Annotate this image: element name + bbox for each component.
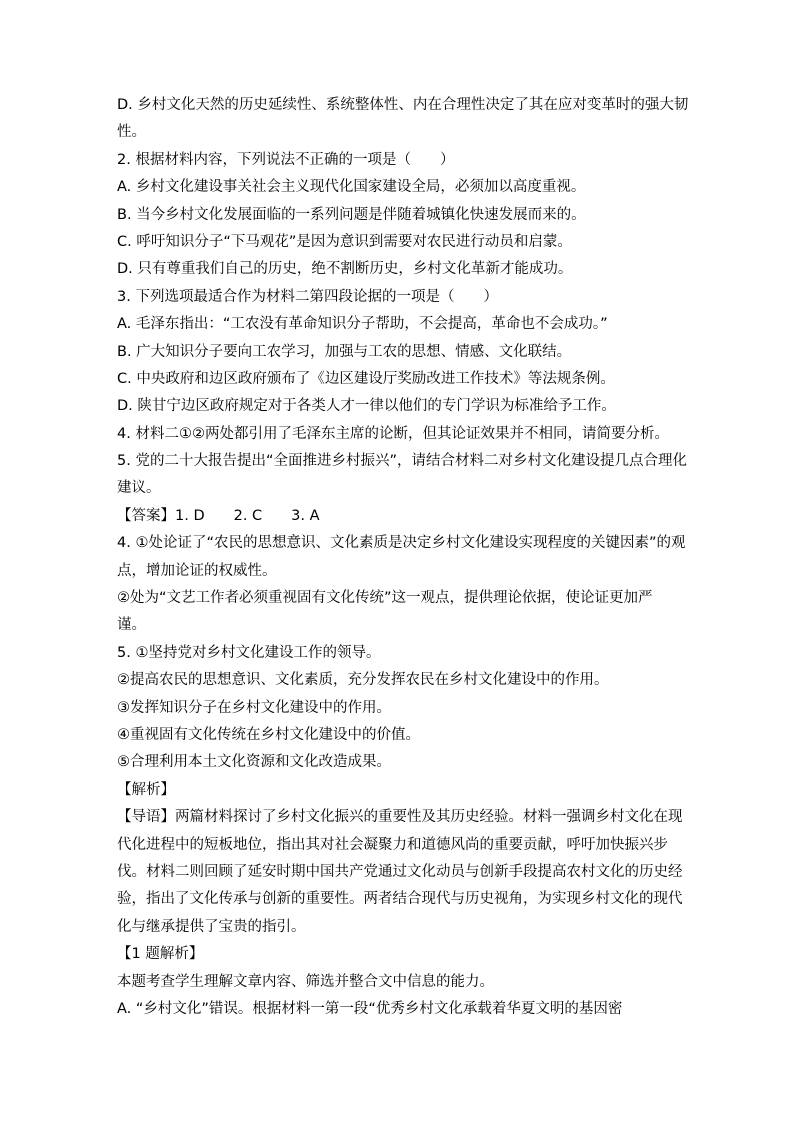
option-d-q1-line1: D. 乡村文化天然的历史延续性、系统整体性、内在合理性决定了其在应对变革时的强大韧 [117, 97, 689, 113]
question-2-stem: 2. 根据材料内容，下列说法不正确的一项是（ ） [117, 151, 455, 168]
answer-5-item5: ⑤合理利用本土文化资源和文化改造成果。 [117, 754, 391, 771]
question-1-analysis-heading: 【1 题解析】 [117, 946, 204, 963]
intro-line1: 【导语】两篇材料探讨了乡村文化振兴的重要性及其历史经验。材料一强调乡村文化在现 [117, 809, 683, 826]
question-3-option-b: B. 广大知识分子要向工农学习，加强与工农的思想、情感、文化联结。 [117, 343, 572, 360]
question-1-analysis-text: 本题考查学生理解文章内容、筛选并整合文中信息的能力。 [117, 973, 494, 990]
answer-key: 【答案】1. D 2. C 3. A [117, 507, 320, 524]
intro-line5: 化与继承提供了宝贵的指引。 [117, 918, 306, 935]
question-1-analysis-option-a: A. “乡村文化”错误。根据材料一第一段“优秀乡村文化承载着华夏文明的基因密 [117, 1000, 623, 1017]
answer-4-line3: ②处为“文艺工作者必须重视固有文化传统”这一观点，提供理论依据，使论证更加严 [117, 590, 653, 607]
answer-4-line2: 点，增加论证的权威性。 [117, 562, 277, 579]
question-3-stem: 3. 下列选项最适合作为材料二第四段论据的一项是（ ） [117, 288, 498, 305]
intro-line4: 验，指出了文化传承与创新的重要性。两者结合现代与历史视角，为实现乡村文化的现代 [117, 891, 683, 908]
question-2-option-a: A. 乡村文化建设事关社会主义现代化国家建设全局，必须加以高度重视。 [117, 179, 586, 196]
question-5-stem-line1: 5. 党的二十大报告提出“全面推进乡村振兴”，请结合材料二对乡村文化建设提几点合理化 [117, 453, 687, 470]
question-2-option-b: B. 当今乡村文化发展面临的一系列问题是伴随着城镇化快速发展而来的。 [117, 206, 586, 223]
question-3-option-d: D. 陕甘宁边区政府规定对于各类人才一律以他们的专门学识为标准给予工作。 [117, 398, 616, 415]
question-2-option-d: D. 只有尊重我们自己的历史，绝不割断历史，乡村文化革新才能成功。 [117, 261, 573, 278]
question-4-stem: 4. 材料二①②两处都引用了毛泽东主席的论断，但其论证效果并不相同，请简要分析。 [117, 425, 669, 442]
intro-line3: 伐。材料二则回顾了延安时期中国共产党通过文化动员与创新手段提高农村文化的历史经 [117, 863, 683, 880]
answer-5-item4: ④重视固有文化传统在乡村文化建设中的价值。 [117, 726, 420, 743]
question-5-stem-line2: 建议。 [117, 480, 161, 497]
question-3-option-a: A. 毛泽东指出：“工农没有革命知识分子帮助，不会提高，革命也不会成功。” [117, 316, 608, 333]
answer-5-item3: ③发挥知识分子在乡村文化建设中的作用。 [117, 699, 391, 716]
analysis-heading: 【解析】 [117, 781, 175, 798]
question-3-option-c: C. 中央政府和边区政府颁布了《边区建设厅奖励改进工作技术》等法规条例。 [117, 370, 615, 387]
answer-5-item2: ②提高农民的思想意识、文化素质，充分发挥农民在乡村文化建设中的作用。 [117, 672, 609, 689]
document-body [117, 92, 689, 1023]
answer-4-line4: 谨。 [117, 617, 146, 634]
option-d-q1-line2: 性。 [117, 124, 146, 141]
intro-line2: 代化进程中的短板地位，指出其对社会凝聚力和道德风尚的重要贡献，呼吁加快振兴步 [117, 836, 668, 853]
answer-4-line1: 4. ①处论证了“农民的思想意识、文化素质是决定乡村文化建设实现程度的关键因素”的观 [117, 535, 686, 552]
answer-5-item1: 5. ①坚持党对乡村文化建设工作的领导。 [117, 644, 381, 661]
question-2-option-c: C. 呼吁知识分子“下马观花”是因为意识到需要对农民进行动员和启蒙。 [117, 233, 572, 250]
